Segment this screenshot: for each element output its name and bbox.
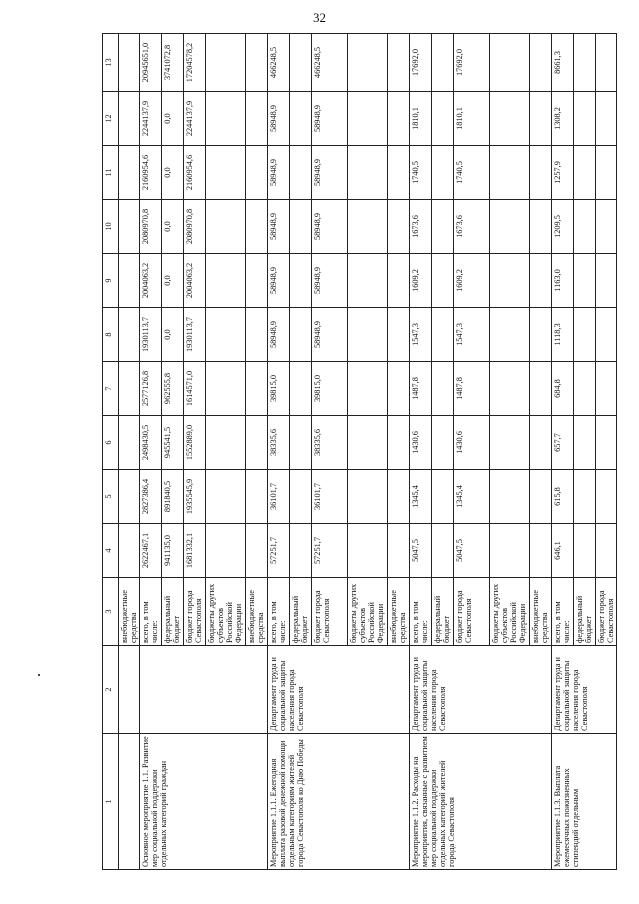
amount-cell: 2080970,8 <box>140 200 162 254</box>
amount-cell <box>119 200 140 254</box>
amount-cell <box>348 92 388 146</box>
amount-cell: 1930113,7 <box>184 308 206 362</box>
amount-cell: 2004063,2 <box>184 254 206 308</box>
amount-cell <box>490 200 530 254</box>
amount-cell <box>574 254 596 308</box>
amount-cell: 5047,5 <box>454 524 490 578</box>
executor-cell: Департамент труда и социальной защиты населения города Севастополя <box>268 646 410 734</box>
executor-cell: Департамент труда и социальной защиты населения города Севастополя <box>410 646 552 734</box>
amount-cell <box>348 308 388 362</box>
amount-cell: 945541,5 <box>162 416 184 470</box>
amount-cell: 0,0 <box>162 308 184 362</box>
amount-cell <box>246 362 268 416</box>
amount-cell: 1487,8 <box>454 362 490 416</box>
amount-cell <box>206 92 246 146</box>
amount-cell <box>388 34 410 92</box>
amount-cell: 941135,0 <box>162 524 184 578</box>
amount-cell: 58948,9 <box>268 146 290 200</box>
amount-cell: 2577126,8 <box>140 362 162 416</box>
amount-cell <box>388 416 410 470</box>
amount-cell <box>290 470 312 524</box>
amount-cell <box>206 416 246 470</box>
amount-cell: 58948,9 <box>268 92 290 146</box>
amount-cell <box>206 362 246 416</box>
amount-cell: 891840,5 <box>162 470 184 524</box>
amount-cell: 2244137,9 <box>140 92 162 146</box>
column-header: 4 <box>103 524 119 578</box>
amount-cell <box>388 200 410 254</box>
amount-cell: 1810,1 <box>454 92 490 146</box>
amount-cell: 0,0 <box>162 92 184 146</box>
amount-cell <box>290 34 312 92</box>
amount-cell <box>290 146 312 200</box>
amount-cell: 58948,9 <box>312 308 348 362</box>
table-row <box>119 34 140 870</box>
amount-cell: 20945651,0 <box>140 34 162 92</box>
funding-source-cell: бюджет города Севастополя <box>312 578 348 646</box>
funding-source-cell: федеральный бюджет <box>574 578 596 646</box>
amount-cell <box>490 416 530 470</box>
amount-cell: 466248,5 <box>312 34 348 92</box>
amount-cell: 1609,2 <box>410 254 432 308</box>
amount-cell <box>432 200 454 254</box>
column-header: 11 <box>103 146 119 200</box>
amount-cell: 0,0 <box>162 254 184 308</box>
amount-cell <box>246 416 268 470</box>
amount-cell: 2622467,1 <box>140 524 162 578</box>
amount-cell <box>530 92 552 146</box>
funding-source-cell: всего, в том числе: <box>410 578 432 646</box>
funding-source-cell: всего, в том числе: <box>268 578 290 646</box>
amount-cell: 2080970,8 <box>184 200 206 254</box>
amount-cell: 58948,9 <box>312 146 348 200</box>
amount-cell: 5047,5 <box>410 524 432 578</box>
amount-cell: 2827386,4 <box>140 470 162 524</box>
funding-source-cell: федеральный бюджет <box>162 578 184 646</box>
amount-cell: 58948,9 <box>312 254 348 308</box>
amount-cell <box>348 416 388 470</box>
amount-cell: 1487,8 <box>410 362 432 416</box>
amount-cell <box>596 92 617 146</box>
amount-cell: 58948,9 <box>312 92 348 146</box>
amount-cell <box>596 200 617 254</box>
table-row <box>140 34 162 870</box>
column-header: 7 <box>103 362 119 416</box>
amount-cell: 1810,1 <box>410 92 432 146</box>
amount-cell: 17692,0 <box>454 34 490 92</box>
amount-cell <box>246 200 268 254</box>
amount-cell: 57251,7 <box>312 524 348 578</box>
funding-source-cell: внебюджетные средства <box>530 578 552 646</box>
table-row <box>552 34 574 870</box>
amount-cell: 0,0 <box>162 146 184 200</box>
amount-cell <box>530 254 552 308</box>
amount-cell <box>490 92 530 146</box>
amount-cell <box>119 308 140 362</box>
amount-cell <box>206 200 246 254</box>
column-header: 2 <box>103 646 119 734</box>
amount-cell <box>290 416 312 470</box>
measure-name-cell: Мероприятие 1.1.2. Расходы на мероприятия, связанные с развитием мер социальной поддержки отдельных категорий жителей города Севастополя <box>410 734 552 870</box>
amount-cell <box>348 34 388 92</box>
amount-cell <box>246 254 268 308</box>
amount-cell <box>290 524 312 578</box>
amount-cell: 1930113,7 <box>140 308 162 362</box>
amount-cell: 1345,4 <box>410 470 432 524</box>
amount-cell <box>432 34 454 92</box>
amount-cell <box>290 200 312 254</box>
amount-cell: 36101,7 <box>268 470 290 524</box>
funding-source-cell: федеральный бюджет <box>432 578 454 646</box>
amount-cell: 2498430,5 <box>140 416 162 470</box>
amount-cell: 646,1 <box>552 524 574 578</box>
amount-cell <box>206 254 246 308</box>
amount-cell <box>246 470 268 524</box>
amount-cell <box>388 92 410 146</box>
table-area <box>102 34 615 870</box>
amount-cell <box>432 362 454 416</box>
amount-cell <box>596 416 617 470</box>
amount-cell: 58948,9 <box>312 200 348 254</box>
amount-cell: 2160954,6 <box>184 146 206 200</box>
amount-cell <box>206 308 246 362</box>
amount-cell <box>596 34 617 92</box>
amount-cell <box>290 92 312 146</box>
funding-source-cell: бюджет города Севастополя <box>596 578 617 646</box>
amount-cell: 657,7 <box>552 416 574 470</box>
amount-cell <box>490 146 530 200</box>
amount-cell <box>206 34 246 92</box>
executor-cell <box>119 646 140 734</box>
amount-cell: 58948,9 <box>268 200 290 254</box>
amount-cell <box>530 34 552 92</box>
executor-cell: Департамент труда и социальной защиты населения города Севастополя <box>552 646 617 734</box>
amount-cell: 1552889,0 <box>184 416 206 470</box>
column-header: 10 <box>103 200 119 254</box>
table-row <box>410 34 432 870</box>
amount-cell: 1547,3 <box>454 308 490 362</box>
amount-cell <box>574 200 596 254</box>
amount-cell <box>206 146 246 200</box>
amount-cell: 1673,6 <box>454 200 490 254</box>
amount-cell: 1609,2 <box>454 254 490 308</box>
amount-cell: 3741072,8 <box>162 34 184 92</box>
funding-source-cell: внебюджетные средства <box>119 578 140 646</box>
amount-cell <box>596 470 617 524</box>
amount-cell: 39815,0 <box>312 362 348 416</box>
amount-cell <box>388 470 410 524</box>
amount-cell <box>388 524 410 578</box>
column-header: 5 <box>103 470 119 524</box>
amount-cell <box>574 416 596 470</box>
amount-cell <box>119 146 140 200</box>
amount-cell <box>246 34 268 92</box>
amount-cell: 1547,3 <box>410 308 432 362</box>
measure-name-cell: Мероприятие 1.1.1. Ежегодная выплата разовой денежной помощи отдельным категориям жителей города Севастополя ко Дню Победы <box>268 734 410 870</box>
funding-source-cell: федеральный бюджет <box>290 578 312 646</box>
amount-cell: 8661,3 <box>552 34 574 92</box>
executor-cell <box>140 646 268 734</box>
amount-cell <box>596 308 617 362</box>
amount-cell <box>348 524 388 578</box>
amount-cell <box>530 308 552 362</box>
amount-cell <box>290 308 312 362</box>
amount-cell <box>388 362 410 416</box>
amount-cell: 36101,7 <box>312 470 348 524</box>
amount-cell <box>574 524 596 578</box>
amount-cell <box>348 362 388 416</box>
amount-cell: 2160954,6 <box>140 146 162 200</box>
amount-cell <box>574 92 596 146</box>
amount-cell <box>348 254 388 308</box>
amount-cell <box>432 308 454 362</box>
measure-name-cell <box>119 734 140 870</box>
amount-cell <box>432 524 454 578</box>
amount-cell <box>490 524 530 578</box>
funding-source-cell: бюджет города Севастополя <box>454 578 490 646</box>
amount-cell <box>530 524 552 578</box>
amount-cell: 1257,9 <box>552 146 574 200</box>
amount-cell <box>596 254 617 308</box>
amount-cell <box>119 34 140 92</box>
amount-cell <box>388 308 410 362</box>
amount-cell: 1209,5 <box>552 200 574 254</box>
amount-cell: 962555,8 <box>162 362 184 416</box>
amount-cell <box>596 524 617 578</box>
column-header: 12 <box>103 92 119 146</box>
amount-cell: 57251,7 <box>268 524 290 578</box>
amount-cell <box>490 34 530 92</box>
amount-cell: 1740,5 <box>454 146 490 200</box>
amount-cell <box>348 470 388 524</box>
amount-cell: 1430,6 <box>410 416 432 470</box>
amount-cell <box>574 308 596 362</box>
amount-cell <box>490 254 530 308</box>
column-header: 9 <box>103 254 119 308</box>
amount-cell: 1118,3 <box>552 308 574 362</box>
amount-cell <box>490 362 530 416</box>
amount-cell: 58948,9 <box>268 308 290 362</box>
amount-cell: 1163,0 <box>552 254 574 308</box>
amount-cell <box>432 146 454 200</box>
amount-cell: 1681332,1 <box>184 524 206 578</box>
amount-cell: 1935545,9 <box>184 470 206 524</box>
amount-cell <box>388 146 410 200</box>
funding-source-cell: внебюджетные средства <box>388 578 410 646</box>
column-header: 3 <box>103 578 119 646</box>
amount-cell: 1614571,0 <box>184 362 206 416</box>
amount-cell: 1430,6 <box>454 416 490 470</box>
amount-cell <box>206 524 246 578</box>
amount-cell <box>596 362 617 416</box>
amount-cell: 17692,0 <box>410 34 432 92</box>
amount-cell <box>246 524 268 578</box>
amount-cell <box>574 470 596 524</box>
budget-table <box>102 33 617 870</box>
scan-speck <box>38 674 40 676</box>
header-row <box>103 34 119 870</box>
column-header: 1 <box>103 734 119 870</box>
measure-name-cell: Мероприятие 1.1.3. Выплата ежемесячных пожизненных стипендий отдельным <box>552 734 617 870</box>
funding-source-cell: внебюджетные средства <box>246 578 268 646</box>
amount-cell <box>119 254 140 308</box>
amount-cell <box>246 146 268 200</box>
amount-cell <box>246 308 268 362</box>
amount-cell: 2004063,2 <box>140 254 162 308</box>
amount-cell <box>206 470 246 524</box>
amount-cell <box>530 362 552 416</box>
amount-cell <box>432 416 454 470</box>
amount-cell <box>432 470 454 524</box>
amount-cell <box>119 92 140 146</box>
amount-cell <box>530 146 552 200</box>
amount-cell <box>574 362 596 416</box>
amount-cell <box>530 416 552 470</box>
amount-cell: 615,8 <box>552 470 574 524</box>
rotated-table-container <box>102 34 615 870</box>
funding-source-cell: бюджеты других субъектов Российской Федерации <box>206 578 246 646</box>
amount-cell: 0,0 <box>162 200 184 254</box>
column-header: 13 <box>103 34 119 92</box>
table-row <box>268 34 290 870</box>
amount-cell <box>432 254 454 308</box>
amount-cell: 1308,2 <box>552 92 574 146</box>
amount-cell <box>348 200 388 254</box>
amount-cell <box>290 362 312 416</box>
amount-cell <box>119 416 140 470</box>
amount-cell: 38335,6 <box>312 416 348 470</box>
amount-cell <box>432 92 454 146</box>
column-header: 8 <box>103 308 119 362</box>
amount-cell: 1345,4 <box>454 470 490 524</box>
amount-cell <box>530 200 552 254</box>
column-header: 6 <box>103 416 119 470</box>
funding-source-cell: бюджеты других субъектов Российской Федерации <box>490 578 530 646</box>
amount-cell <box>348 146 388 200</box>
amount-cell <box>119 362 140 416</box>
funding-source-cell: всего, в том числе: <box>140 578 162 646</box>
amount-cell <box>530 470 552 524</box>
funding-source-cell: бюджеты других субъектов Российской Федерации <box>348 578 388 646</box>
amount-cell <box>290 254 312 308</box>
amount-cell <box>596 146 617 200</box>
page-number: 32 <box>313 10 326 25</box>
amount-cell <box>490 308 530 362</box>
amount-cell <box>119 524 140 578</box>
amount-cell: 39815,0 <box>268 362 290 416</box>
amount-cell <box>119 470 140 524</box>
measure-name-cell: Основное мероприятие 1.1. Развитие мер социальной поддержки отдельных категорий граждан <box>140 734 268 870</box>
amount-cell <box>574 146 596 200</box>
amount-cell: 58948,9 <box>268 254 290 308</box>
amount-cell: 684,8 <box>552 362 574 416</box>
amount-cell: 1673,6 <box>410 200 432 254</box>
amount-cell <box>490 470 530 524</box>
amount-cell <box>246 92 268 146</box>
funding-source-cell: всего, в том числе: <box>552 578 574 646</box>
amount-cell <box>574 34 596 92</box>
amount-cell: 2244137,9 <box>184 92 206 146</box>
funding-source-cell: бюджет города Севастополя <box>184 578 206 646</box>
amount-cell: 17204578,2 <box>184 34 206 92</box>
amount-cell <box>388 254 410 308</box>
amount-cell: 466248,5 <box>268 34 290 92</box>
amount-cell: 38335,6 <box>268 416 290 470</box>
amount-cell: 1740,5 <box>410 146 432 200</box>
